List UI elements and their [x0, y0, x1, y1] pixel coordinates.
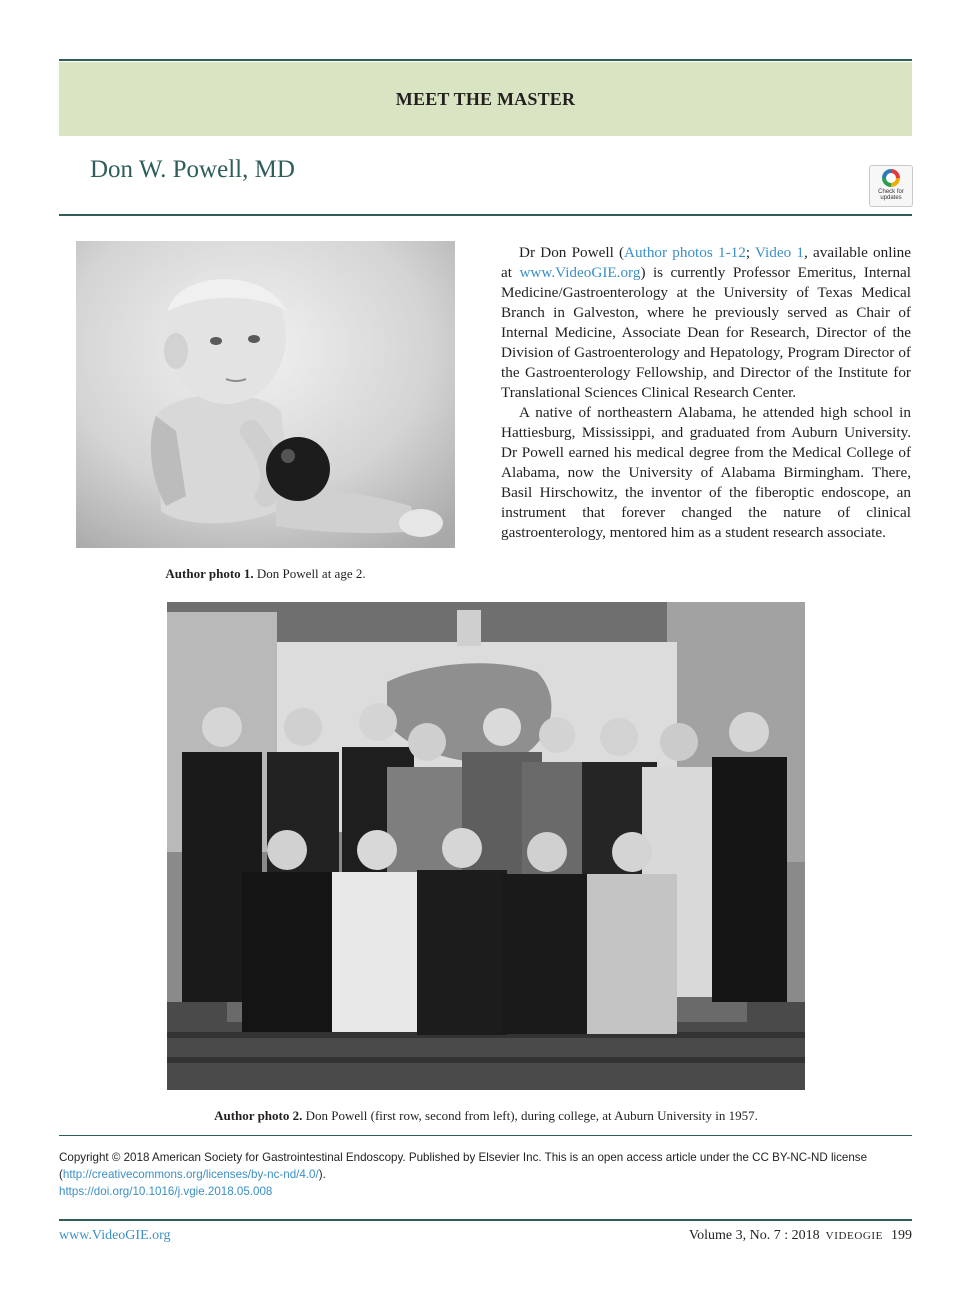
license-link[interactable]: http://creativecommons.org/licenses/by-nc-nd/4.0/ [62, 1168, 319, 1181]
license-line [59, 1166, 912, 1183]
badge-label: Check for updates [878, 189, 904, 201]
footer-issue-info [689, 1228, 912, 1244]
article-title: Don W. Powell, MD [90, 156, 295, 183]
author-photo-1-caption [76, 566, 455, 582]
journal-name: VIDEOGIE [825, 1230, 883, 1242]
paragraph-2: A native of northeastern Alabama, he attended high school in Hattiesburg, Mississippi, and graduated from Auburn University. Dr Powell earned his medical degree from the Medical College of Alabama, now the University of Alabama Birmingham. There, Basil Hirschowitz, the inventor of the fiberoptic endoscope, an instrument that forever changed the nature of clinical gastroenterology, mentored him as a student research associate. [501, 404, 911, 541]
caption-text: Don Powell (first row, second from left), during college, at Auburn University in 1957. [302, 1108, 758, 1123]
author-photo-2 [167, 602, 805, 1090]
text-run: ). [318, 1168, 326, 1181]
copyright-line: Copyright © 2018 American Society for Gastrointestinal Endoscopy. Published by Elsevier Inc. This is an open access article under the CC BY-NC-ND license [59, 1151, 868, 1164]
author-photos-link[interactable]: Author photos 1-12 [624, 244, 746, 261]
top-rule [59, 59, 912, 61]
caption-text: Don Powell at age 2. [253, 566, 366, 581]
caption-label: Author photo 2. [214, 1108, 303, 1123]
text-run: ) is currently Professor Emeritus, Internal Medicine/Gastroenterology at the University of Texas Medical Branch in Galveston, where he previously served as Chair of Internal Medicine, Associate Dean for Research, Director of the Division of Gastroenterology and Hepatology, Program Director of the Gastroenterology Fellowship, and Director of the Institute for Translational Sciences Clinical Research Center. [501, 264, 911, 401]
check-for-updates-badge[interactable] [869, 165, 913, 207]
paragraph-1 [501, 243, 911, 403]
page-number: 199 [891, 1228, 912, 1243]
section-label: MEET THE MASTER [395, 88, 576, 109]
text-run: ( [59, 1168, 63, 1181]
volume-info: Volume 3, No. 7 : 2018 [688, 1228, 820, 1243]
footer-rule [59, 1219, 912, 1221]
copyright-block [59, 1149, 912, 1200]
crossmark-icon [882, 169, 900, 187]
title-rule [59, 214, 912, 216]
text-run: Dr Don Powell ( [519, 244, 625, 261]
author-photo-2-caption [60, 1108, 912, 1124]
text-run: , available online at [501, 244, 911, 281]
section-banner [59, 62, 912, 136]
video-link[interactable]: Video 1 [755, 244, 805, 261]
author-photo-1 [76, 241, 455, 548]
text-run: ; [745, 244, 755, 261]
article-body [501, 243, 911, 543]
doi-link[interactable]: https://doi.org/10.1016/j.vgie.2018.05.008 [59, 1185, 273, 1198]
footer-website-link[interactable]: www.VideoGIE.org [59, 1228, 171, 1243]
videogie-link[interactable]: www.VideoGIE.org [519, 264, 641, 281]
copyright-rule [59, 1135, 912, 1136]
caption-label: Author photo 1. [165, 566, 254, 581]
